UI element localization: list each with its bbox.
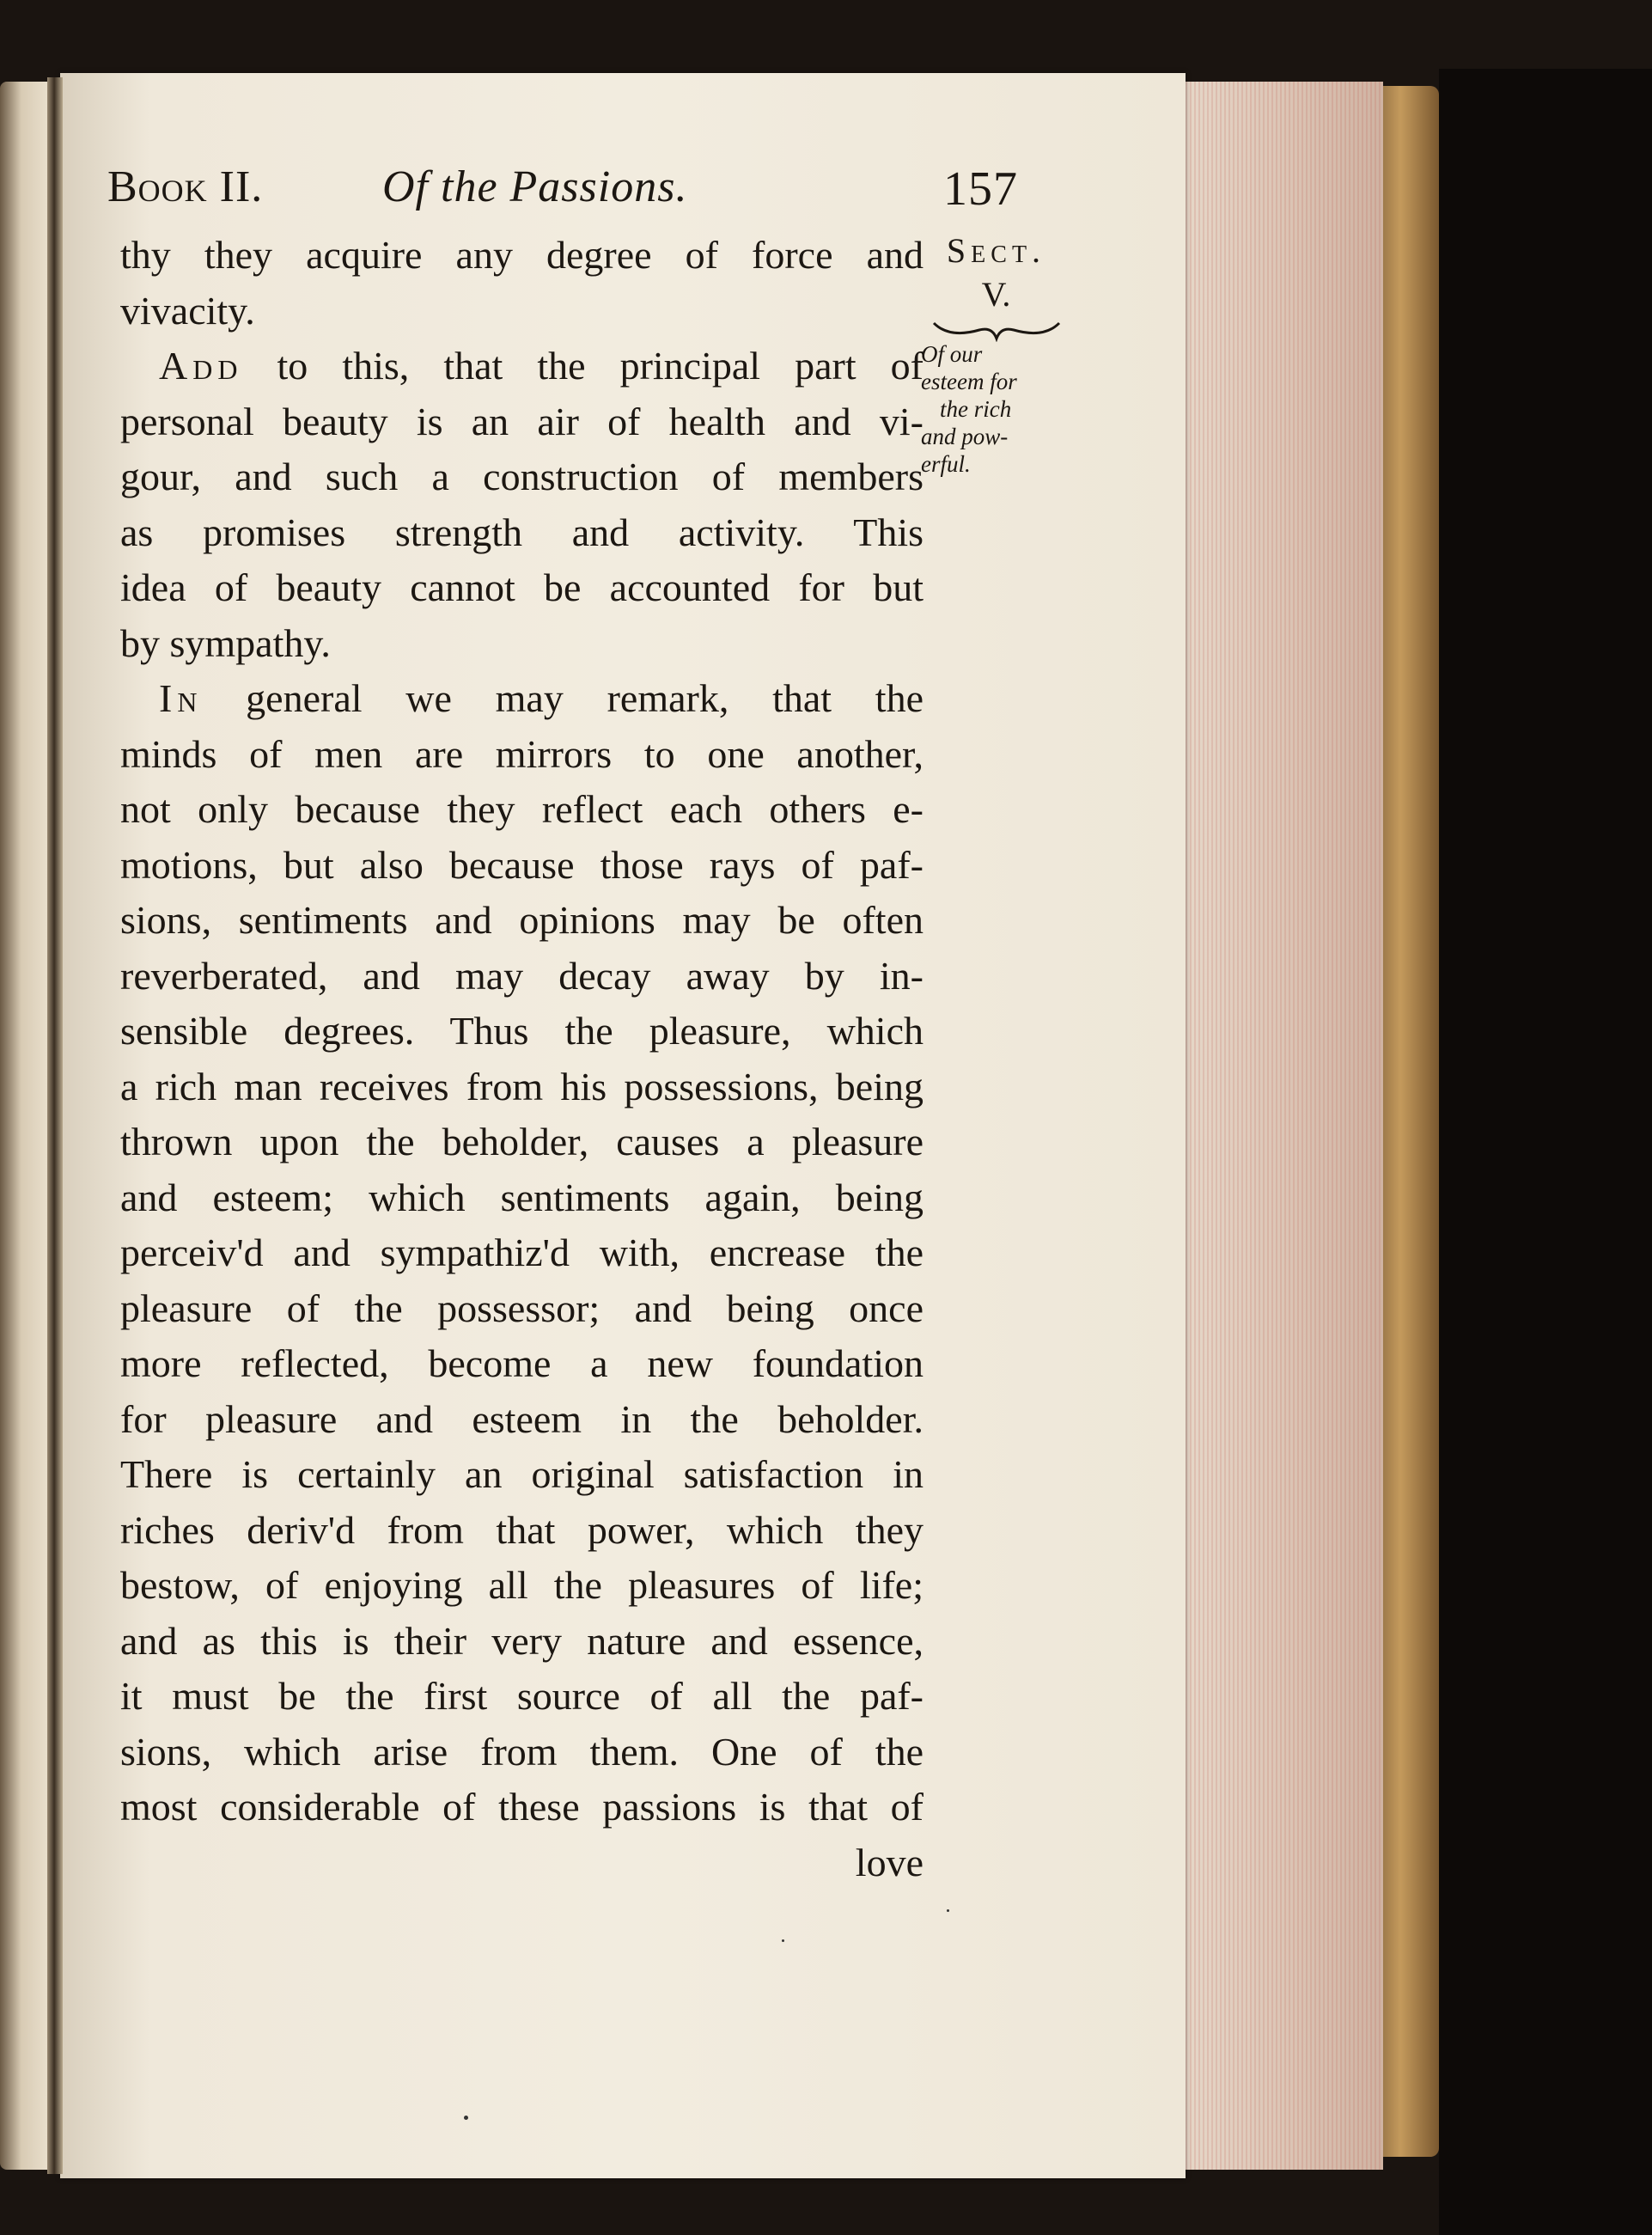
margin-note-line: and pow- <box>921 424 1009 449</box>
page-block-edges <box>1186 82 1383 2170</box>
text-line: for pleasure and esteem in the beholder. <box>120 1396 924 1441</box>
margin-note-line: esteem for <box>921 369 1017 394</box>
margin-note <box>921 230 1071 479</box>
margin-note-line: erful. <box>921 451 971 477</box>
ink-speck <box>464 2116 468 2120</box>
facing-page-edge <box>0 82 53 2170</box>
ink-speck <box>782 1939 784 1942</box>
catchword: love <box>855 1840 924 1884</box>
margin-note-line: the rich <box>940 396 1012 422</box>
running-head-book: Book II. <box>107 162 264 211</box>
text-line: reverberated, and may decay away by in- <box>120 953 924 998</box>
text-line: and esteem; which sentiments again, being <box>120 1175 924 1219</box>
text-line: motions, but also because those rays of paf- <box>120 842 924 887</box>
text-line-rest: to this, that the principal part of <box>242 344 924 388</box>
text-line: most considerable of these passions is that of <box>120 1785 924 1829</box>
text-line: thrown upon the beholder, causes a pleasure <box>120 1120 924 1163</box>
text-line: by sympathy. <box>120 620 331 665</box>
page-number: 157 <box>943 162 1018 216</box>
text-line: There is certainly an original satisfaction in <box>120 1452 924 1496</box>
text-line: vivacity. <box>120 288 255 333</box>
paragraph-start-line <box>120 671 924 727</box>
text-line: idea of beauty cannot be accounted for but <box>120 565 924 609</box>
text-line: as promises strength and activity. This <box>120 510 924 554</box>
text-line: more reflected, become a new foundation <box>120 1341 924 1385</box>
drop-word: Add <box>159 344 243 388</box>
text-line: perceiv'd and sympathiz'd with, encrease the <box>120 1230 924 1274</box>
section-number: V. <box>981 275 1011 314</box>
text-line: not only because they reflect each others e- <box>120 787 924 831</box>
drop-word: In <box>159 676 203 720</box>
text-line: sensible degrees. Thus the pleasure, which <box>120 1009 924 1053</box>
text-line: bestow, of enjoying all the pleasures of life; <box>120 1563 924 1607</box>
text-line: pleasure of the possessor; and being once <box>120 1285 924 1330</box>
background-shadow <box>1439 69 1652 2235</box>
book-cover-edge <box>1375 86 1439 2157</box>
text-line: minds of men are mirrors to one another, <box>120 731 924 776</box>
book-gutter <box>47 77 63 2174</box>
ink-speck <box>947 1909 949 1912</box>
paragraph-start-line <box>120 339 924 394</box>
text-line: gour, and such a construction of members <box>120 455 924 498</box>
text-line: sions, sentiments and opinions may be often <box>120 898 924 942</box>
section-label: Sect. <box>946 231 1046 270</box>
text-line: sions, which arise from them. One of the <box>120 1729 924 1774</box>
margin-note-line: Of our <box>921 341 983 367</box>
text-line: thy they acquire any degree of force and <box>120 233 924 277</box>
text-line: riches deriv'd from that power, which they <box>120 1507 924 1552</box>
running-head <box>107 162 1018 222</box>
running-head-title: Of the Passions. <box>382 162 688 211</box>
text-line: personal beauty is an air of health and vi- <box>120 399 924 443</box>
body-text <box>120 228 924 1890</box>
text-line: it must be the first source of all the paf- <box>120 1674 924 1718</box>
text-line: and as this is their very nature and essence, <box>120 1618 924 1663</box>
text-line: a rich man receives from his possessions, being <box>120 1064 924 1108</box>
text-line-rest: general we may remark, that the <box>202 676 924 720</box>
